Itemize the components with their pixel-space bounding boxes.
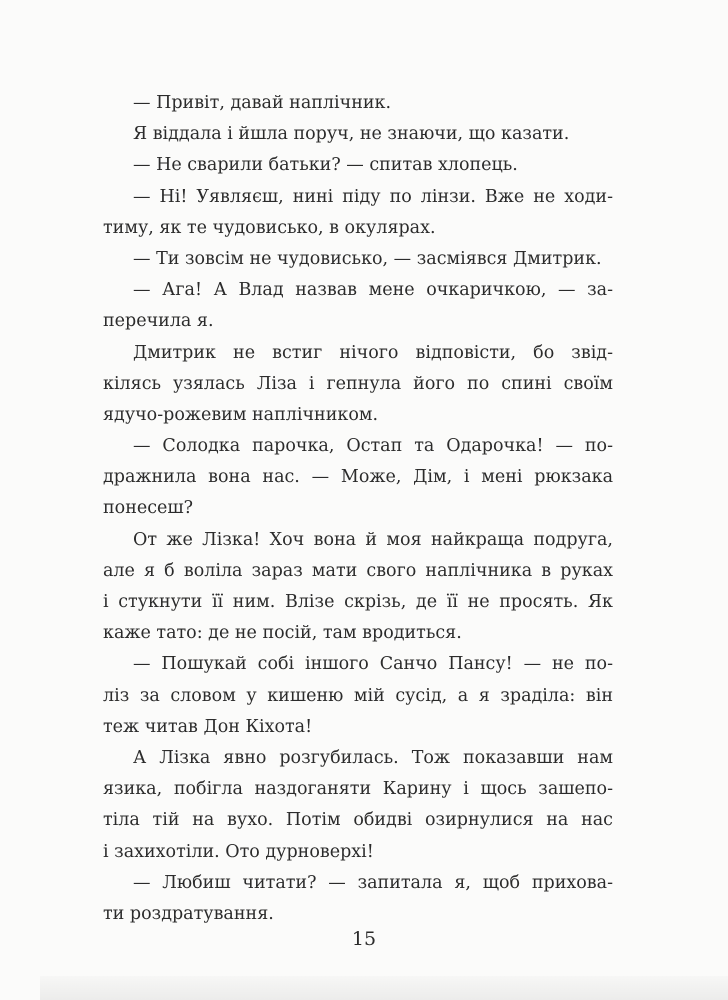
text-line: язика, побігла наздоганяти Карину і щось зашепо-	[103, 779, 613, 800]
text-line: — Пошукай собі іншого Санчо Пансу! — не по-	[133, 654, 613, 675]
text-line: От же Лізка! Хоч вона й моя найкраща подруга,	[133, 529, 613, 550]
text-line: — Привіт, давай наплічник.	[133, 93, 392, 113]
body-text	[103, 88, 613, 930]
text-line: Дмитрик не встиг нічого відповісти, бо звід-	[133, 342, 613, 363]
text-line: — Любиш читати? — запитала я, щоб прихова-	[133, 872, 613, 893]
text-line: але я б воліла зараз мати свого наплічника в руках	[103, 560, 613, 581]
text-line: — Ти зовсім не чудовисько, — засміявся Дмитрик.	[133, 248, 602, 269]
text-line: і стукнути її ним. Влізе скрізь, де її не просять. Як	[103, 592, 613, 612]
text-line: ядучо-рожевим наплічником.	[103, 404, 379, 425]
text-line: тіла тій на вухо. Потім обидві озирнулися на нас	[103, 810, 613, 831]
text-line: — Ага! А Влад назвав мене очкаричкою, — за-	[133, 280, 613, 301]
text-line: кілясь узялась Ліза і гепнула його по спині своїм	[103, 373, 613, 394]
text-line: понесеш?	[103, 498, 194, 519]
text-line: А Лізка явно розгубилась. Тож показавши нам	[133, 747, 613, 768]
text-line: — Не сварили батьки? — спитав хлопець.	[133, 155, 518, 176]
text-line: перечила я.	[103, 311, 214, 332]
page-bottom-shadow	[40, 976, 728, 1000]
text-line: Я віддала і йшла поруч, не знаючи, що казати.	[133, 124, 570, 145]
text-line: ліз за словом у кишеню мій сусід, а я зраділа: він	[103, 685, 613, 706]
text-line: — Солодка парочка, Остап та Одарочка! — по-	[133, 436, 613, 457]
page-number: 15	[351, 928, 377, 950]
text-line: теж читав Дон Кіхота!	[103, 716, 313, 737]
text-line: каже тато: де не посій, там вродиться.	[103, 623, 462, 644]
text-line: дражнила вона нас. — Може, Дім, і мені рюкзака	[103, 467, 613, 488]
text-line: — Ні! Уявляєш, нині піду по лінзи. Вже не ходи-	[133, 186, 613, 207]
text-line: і захихотіли. Ото дурноверхі!	[103, 841, 374, 862]
text-line: ти роздратування.	[103, 903, 274, 924]
text-line: тиму, як те чудовисько, в окулярах.	[103, 217, 436, 238]
